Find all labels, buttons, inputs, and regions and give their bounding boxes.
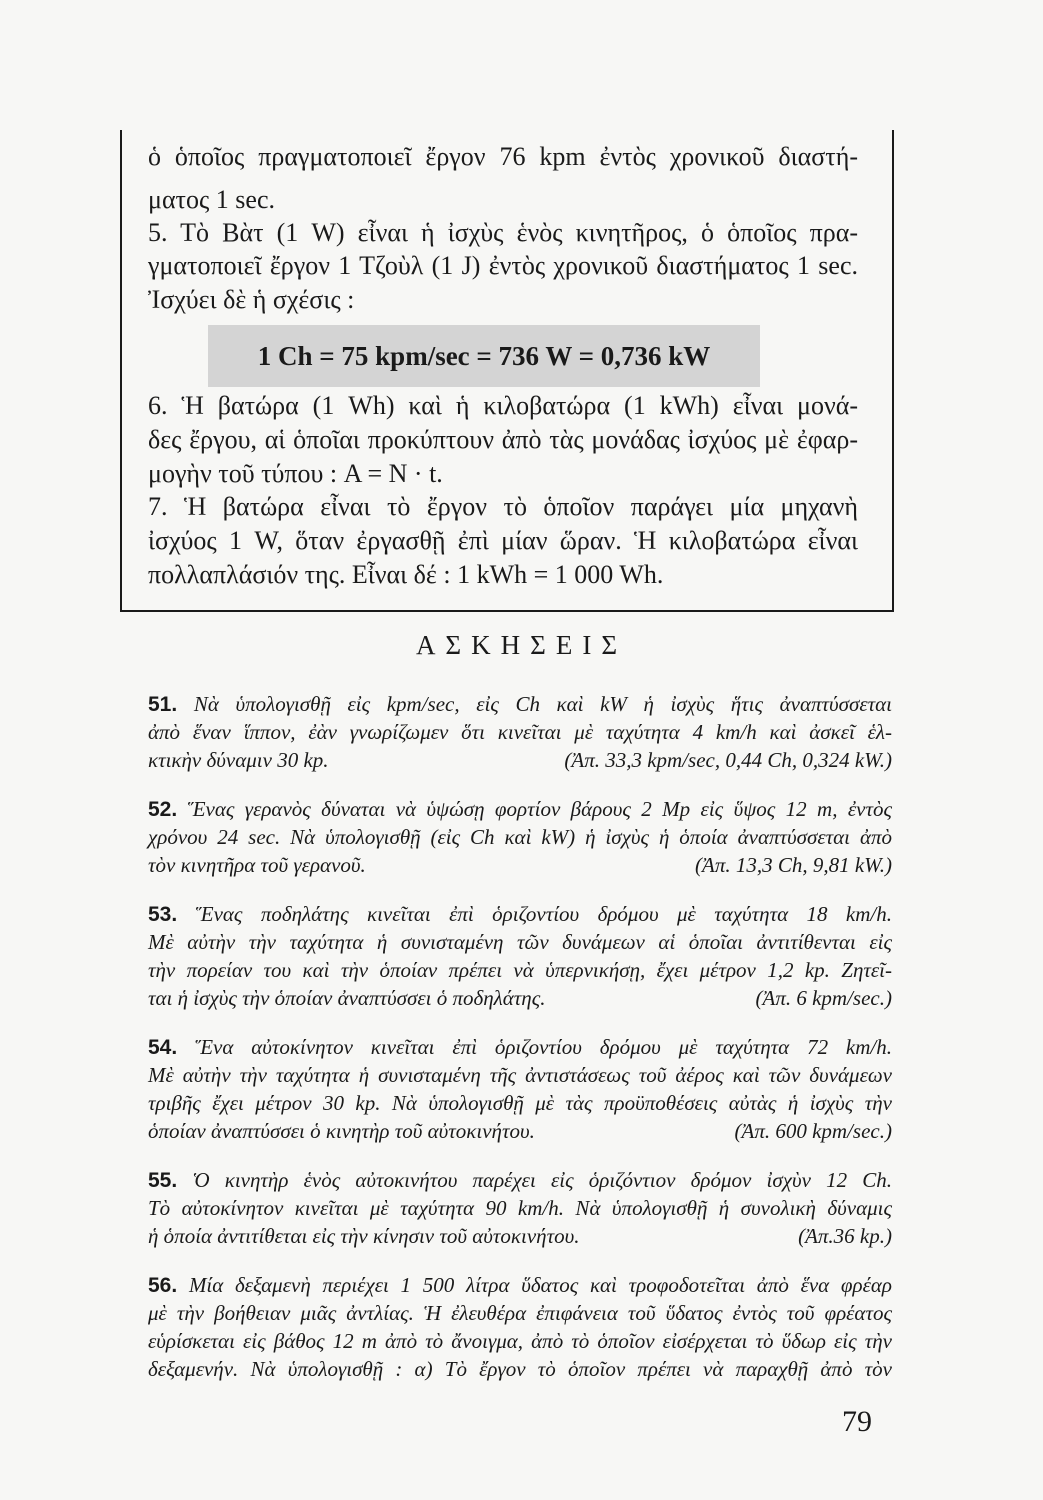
exercise-54-answer: (Ἀπ. 600 kpm/sec.) xyxy=(734,1119,892,1143)
exercise-55-line-3: ἡ ὁποία ἀντιτίθεται εἰς τὴν κίνησιν τοῦ αὐτοκινήτου. (Ἀπ.36 kp.) xyxy=(148,1224,892,1248)
exercise-51-number: 51. xyxy=(148,693,178,716)
exercise-52-number: 52. xyxy=(148,798,178,821)
box-line-8: μογὴν τοῦ τύπου : A = N · t. xyxy=(148,459,443,488)
box-line-2: ματος 1 sec. xyxy=(148,185,276,214)
exercise-54-line-3: τριβῆς ἔχει μέτρον 30 kp. Νὰ ὑπολογισθῇ μὲ τὰς προϋποθέσεις αὐτὰς ἡ ἰσχὺς τὴν xyxy=(148,1091,892,1115)
exercise-52-line-3: τὸν κινητῆρα τοῦ γερανοῦ. (Ἀπ. 13,3 Ch, 9,81 kW.) xyxy=(148,853,892,877)
exercise-51-line-2: ἀπὸ ἕναν ἵππον, ἐὰν γνωρίζωμεν ὅτι κινεῖται μὲ ταχύτητα 4 km/h καὶ ἀσκεῖ ἑλ- xyxy=(148,720,892,744)
exercise-56-line-4: δεξαμενήν. Νὰ ὑπολογισθῇ : α) Τὸ ἔργον τὸ ὁποῖον πρέπει νὰ παραχθῇ ἀπὸ τὸν xyxy=(148,1357,892,1381)
exercises-heading: ΑΣΚΗΣΕΙΣ xyxy=(415,630,628,660)
exercise-55-line-1: 55. Ὁ κινητὴρ ἑνὸς αὐτοκινήτου παρέχει εἰς ὁριζόντιον δρόμον ἰσχὺν 12 Ch. xyxy=(148,1168,892,1192)
exercise-56-line-3: εὑρίσκεται εἰς βάθος 12 m ἀπὸ τὸ ἄνοιγμα, ἀπὸ τὸ ὁποῖον εἰσέρχεται τὸ ὕδωρ εἰς τὴν xyxy=(148,1329,892,1353)
exercise-51-line-1: 51. Νὰ ὑπολογισθῇ εἰς kpm/sec, εἰς Ch καὶ kW ἡ ἰσχὺς ἥτις ἀναπτύσσεται xyxy=(148,692,893,716)
box-line-11: πολλαπλάσιόν της. Εἶναι δέ : 1 kWh = 1 000 Wh. xyxy=(148,560,664,589)
exercise-53-line-4: ται ἡ ἰσχὺς τὴν ὁποίαν ἀναπτύσσει ὁ ποδηλάτης. (Ἀπ. 6 kpm/sec.) xyxy=(148,986,892,1010)
exercise-54-number: 54. xyxy=(148,1036,178,1059)
exercise-54-line-2: Μὲ αὐτὴν τὴν ταχύτητα ἡ συνισταμένη τῆς ἀντιστάσεως τοῦ ἀέρος καὶ τῶν δυνάμεων xyxy=(148,1063,892,1087)
exercise-53-line-2: Μὲ αὐτὴν τὴν ταχύτητα ἡ συνισταμένη τῶν δυνάμεων αἱ ὁποῖαι ἀντιτίθενται εἰς xyxy=(148,930,892,954)
exercise-56-line-2: μὲ τὴν βοήθειαν μιᾶς ἀντλίας. Ἡ ἐλευθέρα ἐπιφάνεια τοῦ ὕδατος ἐντὸς τοῦ φρέατος xyxy=(148,1301,892,1325)
page-number: 79 xyxy=(842,1405,872,1438)
exercise-51-answer: (Ἀπ. 33,3 kpm/sec, 0,44 Ch, 0,324 kW.) xyxy=(564,748,892,772)
exercise-53-answer: (Ἀπ. 6 kpm/sec.) xyxy=(755,986,892,1010)
box-line-7: δες ἔργου, αἱ ὁποῖαι προκύπτουν ἀπὸ τὰς μονάδας ἰσχύος μὲ ἐφαρ- xyxy=(148,425,858,454)
exercise-55-line-2: Τὸ αὐτοκίνητον κινεῖται μὲ ταχύτητα 90 km/h. Νὰ ὑπολογισθῇ ἡ συνολικὴ δύναμις xyxy=(148,1196,892,1220)
exercise-52-line-2: χρόνου 24 sec. Νὰ ὑπολογισθῇ (εἰς Ch καὶ kW) ἡ ἰσχὺς ἡ ὁποία ἀναπτύσσεται ἀπὸ xyxy=(148,825,892,849)
box-line-5: Ἰσχύει δὲ ἡ σχέσις : xyxy=(148,285,355,314)
exercise-55-number: 55. xyxy=(148,1169,178,1192)
exercise-53-line-3: τὴν πορείαν του καὶ τὴν ὁποίαν πρέπει νὰ ὑπερνικήσῃ, ἔχει μέτρον 1,2 kp. Ζητεῖ- xyxy=(148,958,892,982)
exercise-54-line-4: ὁποίαν ἀναπτύσσει ὁ κινητὴρ τοῦ αὐτοκινήτου. (Ἀπ. 600 kpm/sec.) xyxy=(148,1119,892,1143)
exercise-53-number: 53. xyxy=(148,903,178,926)
box-line-4: γματοποιεῖ ἔργον 1 Τζοὺλ (1 J) ἐντὸς χρονικοῦ διαστήματος 1 sec. xyxy=(148,251,858,280)
exercise-52-answer: (Ἀπ. 13,3 Ch, 9,81 kW.) xyxy=(695,853,892,877)
formula: 1 Ch = 75 kpm/sec = 736 W = 0,736 kW xyxy=(257,341,711,371)
exercise-56-number: 56. xyxy=(148,1274,178,1297)
box-line-10: ἰσχύος 1 W, ὅταν ἐργασθῇ ἐπὶ μίαν ὥραν. Ἡ κιλοβατώρα εἶναι xyxy=(148,526,858,555)
exercise-53-line-1: 53. Ἕνας ποδηλάτης κινεῖται ἐπὶ ὁριζοντίου δρόμου μὲ ταχύτητα 18 km/h. xyxy=(148,902,893,926)
box-line-9: 7. Ἡ βατώρα εἶναι τὸ ἔργον τὸ ὁποῖον παράγει μία μηχανὴ xyxy=(148,492,858,521)
exercise-51-line-3: κτικὴν δύναμιν 30 kp. (Ἀπ. 33,3 kpm/sec, 0,44 Ch, 0,324 kW.) xyxy=(148,748,892,772)
exercise-55-answer: (Ἀπ.36 kp.) xyxy=(798,1224,892,1248)
box-line-6: 6. Ἡ βατώρα (1 Wh) καὶ ἡ κιλοβατώρα (1 kWh) εἶναι μονά- xyxy=(148,391,858,420)
exercise-56-line-1: 56. Μία δεξαμενὴ περιέχει 1 500 λίτρα ὕδατος καὶ τροφοδοτεῖται ἀπὸ ἕνα φρέαρ xyxy=(148,1273,892,1297)
exercise-52-line-1: 52. Ἕνας γερανὸς δύναται νὰ ὑψώσῃ φορτίον βάρους 2 Mp εἰς ὕψος 12 m, ἐντὸς xyxy=(148,797,892,821)
box-line-1: ὁ ὁποῖος πραγματοποιεῖ ἔργον 76 kpm ἐντὸς χρονικοῦ διαστή- xyxy=(148,142,858,171)
box-line-3: 5. Τὸ Βὰτ (1 W) εἶναι ἡ ἰσχὺς ἑνὸς κινητῆρος, ὁ ὁποῖος πρα- xyxy=(148,218,858,247)
exercise-54-line-1: 54. Ἕνα αὐτοκίνητον κινεῖται ἐπὶ ὁριζοντίου δρόμου μὲ ταχύτητα 72 km/h. xyxy=(148,1035,893,1059)
